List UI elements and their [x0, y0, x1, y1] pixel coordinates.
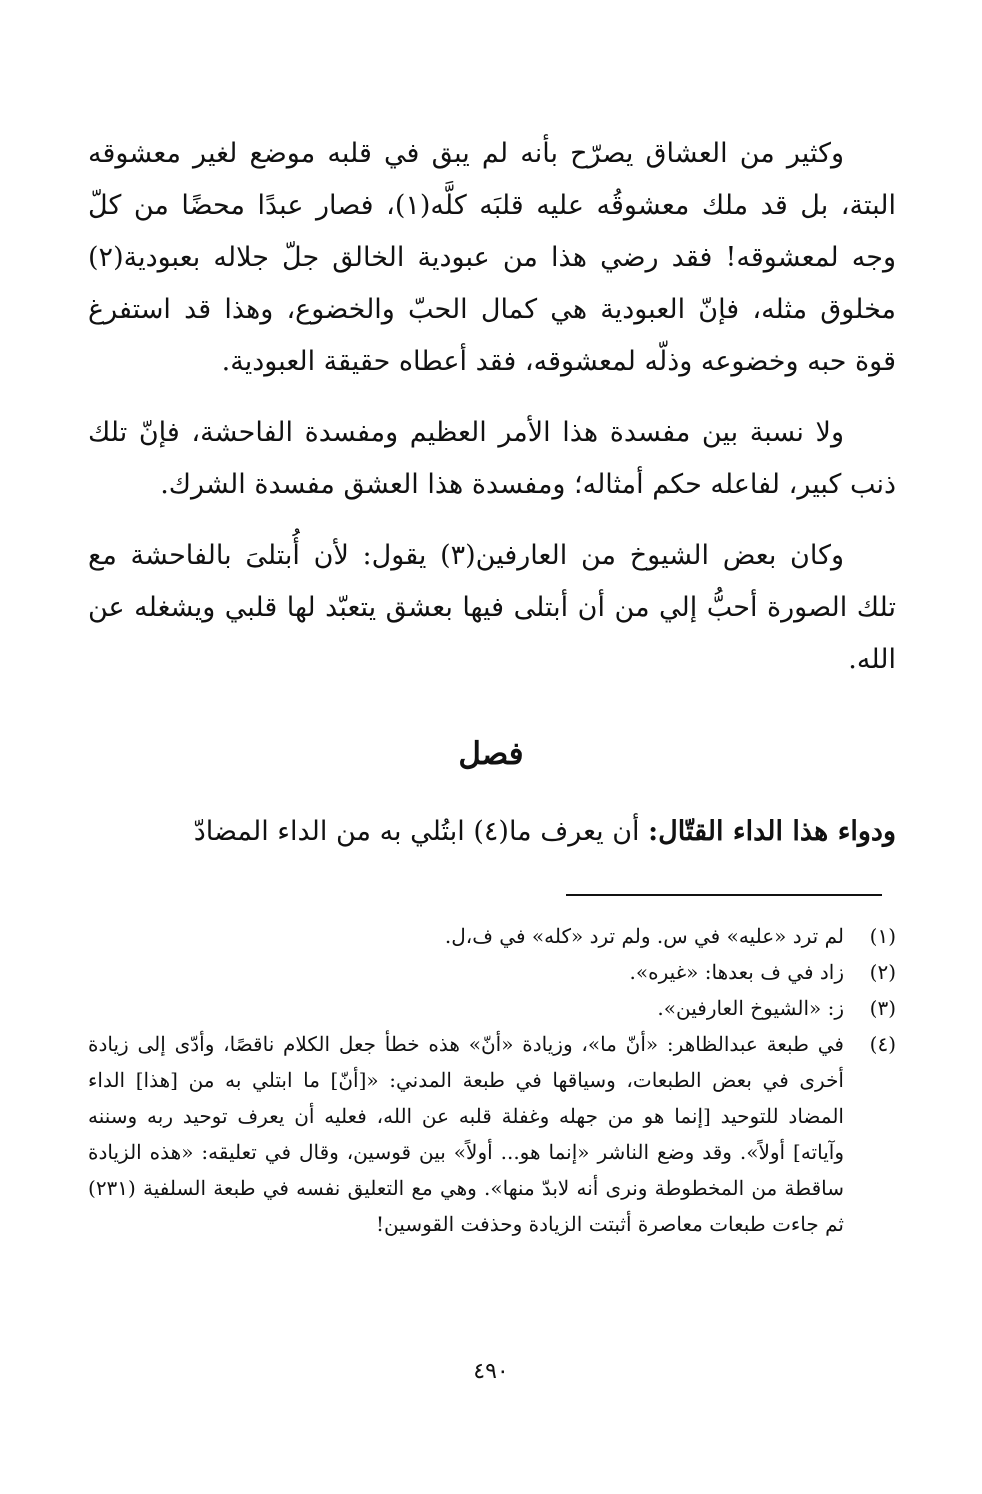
footnote-number: (٤) [869, 1032, 896, 1056]
lead-rest-text: أن يعرف ما(٤) ابتُلي به من الداء المضادّ [193, 816, 649, 847]
footnote-separator [566, 894, 882, 896]
paragraph-3: وكان بعض الشيوخ من العارفين(٣) يقول: لأن أُبتلىَ بالفاحشة مع تلك الصورة أحبُّ إلي من أن أبتلى فيها بعشق يتعبّد لها قلبي ويشغله عن الله. [88, 540, 896, 675]
footnote-number: (٣) [869, 996, 896, 1020]
footnote-number: (١) [869, 924, 896, 948]
footnote [88, 918, 896, 954]
paragraph-2: ولا نسبة بين مفسدة هذا الأمر العظيم ومفسدة الفاحشة، فإنّ تلك ذنب كبير، لفاعله حكم أمثاله؛ ومفسدة هذا العشق مفسدة الشرك. [88, 417, 896, 500]
footnotes [88, 918, 896, 1242]
footnote-text: زاد في ف بعدها: «غيره». [629, 960, 844, 984]
footnote-text: ز: «الشيوخ العارفين». [657, 996, 844, 1020]
footnote-text: في طبعة عبدالظاهر: «أنّ ما»، وزيادة «أنّ» هذه خطأ جعل الكلام ناقصًا، وأدّى إلى زيادة أخرى في بعض الطبعات، وسياقها في طبعة المدني: «[أنّ] ما ابتلي به من [هذا] الداء المضاد للتوحيد [إنما هو من جهله وغفلة قلبه عن الله، فعليه أن يعرف توحيد ربه وسننه وآياته] أولاً». وقد وضع الناشر «إنما هو... أولاً» بين قوسين، وقال في تعليقه: «هذه الزيادة ساقطة من المخطوطة ونرى أنه لابدّ منها». وهي مع التعليق نفسه في طبعة السلفية (٢٣١) ثم جاءت طبعات معاصرة أثبتت الزيادة وحذفت القوسين! [88, 1032, 844, 1236]
page-number: ٤٩٠ [473, 1359, 509, 1384]
footnote-number: (٢) [869, 960, 896, 984]
footnote [88, 990, 896, 1026]
section-lead-paragraph [88, 806, 896, 858]
footnote [88, 954, 896, 990]
main-text [88, 128, 896, 705]
section-heading: فصل [458, 736, 524, 772]
paragraph-1: وكثير من العشاق يصرّح بأنه لم يبق في قلبه موضع لغير معشوقه البتة، بل قد ملك معشوقُه عليه قلبَه كلَّه(١)، فصار عبدًا محضًا من كلّ وجه لمعشوقه! فقد رضي هذا من عبودية الخالق جلّ جلاله بعبودية(٢) مخلوق مثله، فإنّ العبودية هي كمال الحبّ والخضوع، وهذا قد استفرغ قوة حبه وخضوعه وذلّه لمعشوقه، فقد أعطاه حقيقة العبودية. [88, 138, 896, 377]
footnote [88, 1026, 896, 1242]
lead-bold-phrase: ودواء هذا الداء القتّال: [648, 816, 896, 847]
footnote-text: لم ترد «عليه» في س. ولم ترد «كله» في ف،ل. [444, 924, 844, 948]
